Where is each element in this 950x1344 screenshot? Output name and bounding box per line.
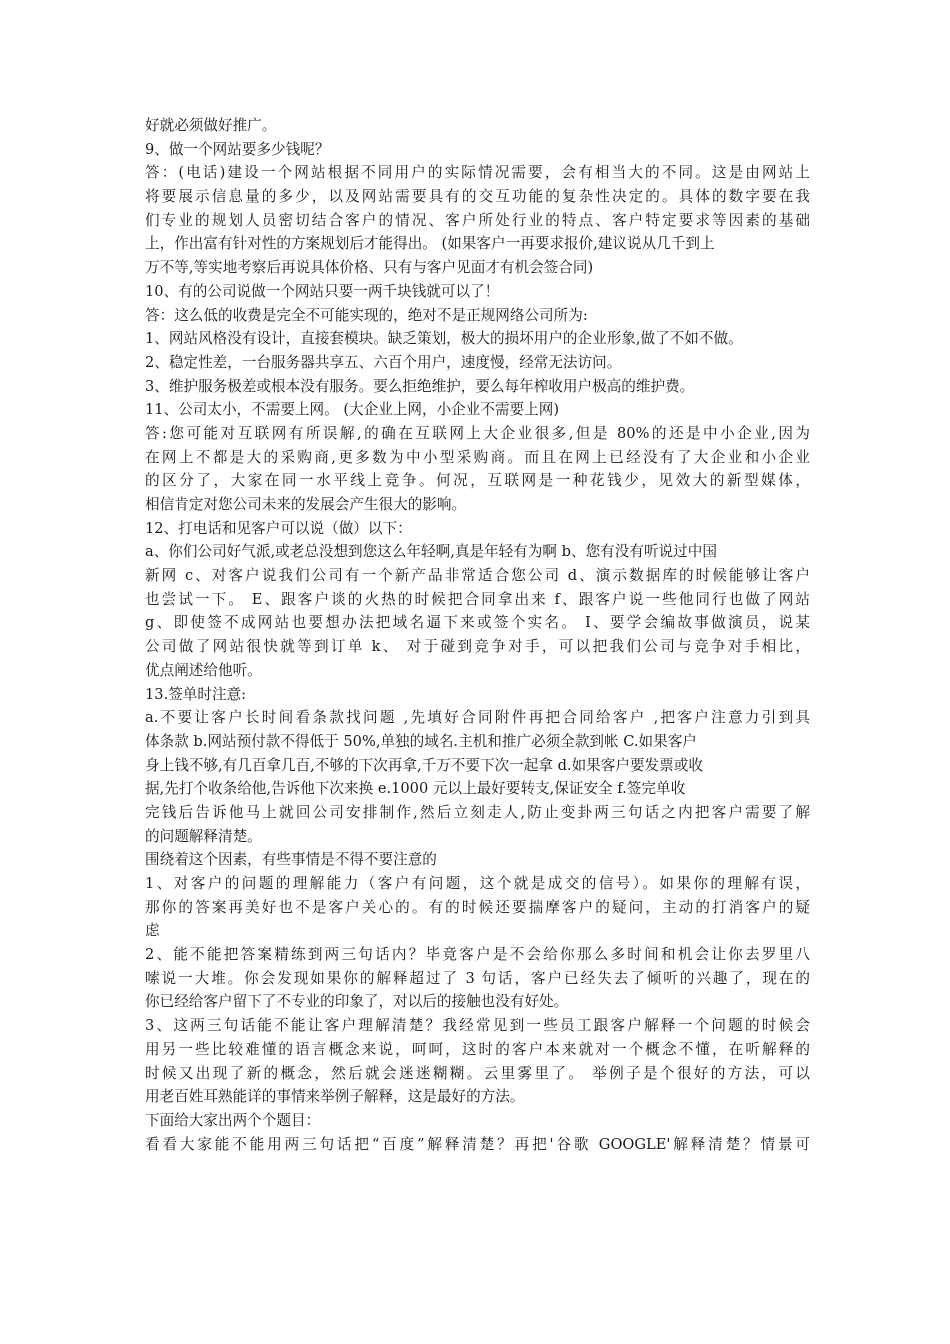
text-line: 1、对客户的问题的理解能力（客户有问题，这个就是成交的信号）。如果你的理解有误，: [145, 875, 810, 892]
text-line: 2、稳定性差，一台服务器共享五、六百个用户，速度慢，经常无法访问。: [145, 353, 622, 371]
text-line: 的问题解释清楚。: [145, 827, 262, 845]
text-line: 的区分了，大家在同一水平线上竞争。何况，互联网是一种花钱少，见效大的新型媒体，: [145, 472, 810, 490]
text-line: 用另一些比较难懂的语言概念来说，呵呵，这时的客户本来就对一个概念不懂，在听解释的: [145, 1040, 810, 1058]
text-line: 身上钱不够,有几百拿几百,不够的下次再拿,千万不要下次一起拿 d.如果客户要发票或收: [145, 756, 703, 774]
text-line: 优点阐述给他听。: [145, 661, 262, 679]
text-line: 那你的答案再美好也不是客户关心的。有的时候还要揣摩客户的疑问，主动的打消客户的疑: [145, 898, 810, 916]
text-line: 据,先打个收条给他,告诉他下次来换 e.1000 元以上最好要转支,保证安全 f.签完单收: [145, 780, 686, 798]
text-line: 体条款 b.网站预付款不得低于 50%,单独的域名.主机和推广必须全款到帐 C.如果客户: [145, 732, 697, 750]
text-line: 10、有的公司说做一个网站只要一两千块钱就可以了！: [145, 282, 500, 300]
text-line: 答：(电话)建设一个网站根据不同用户的实际情况需要，会有相当大的不同。这是由网站上: [145, 164, 810, 182]
text-line: 下面给大家出两个个题目：: [145, 1111, 321, 1129]
text-line: 将要展示信息量的多少，以及网站需要具有的交互功能的复杂性决定的。具体的数字要在我: [145, 188, 810, 206]
text-line: 时候又出现了新的概念，然后就会迷迷糊糊。云里雾里了。 举例子是个很好的方法，可以: [145, 1064, 810, 1082]
text-line: 答:您可能对互联网有所误解,的确在互联网上大企业很多,但是 80%的还是中小企业,因为: [145, 424, 810, 442]
text-line: 嗦说一大堆。你会发现如果你的解释超过了 3 句话，客户已经失去了倾听的兴趣了，现在的: [145, 969, 810, 987]
document-body: [145, 114, 810, 1156]
text-line: 12、打电话和见客户可以说（做）以下：: [145, 519, 412, 537]
text-line: 公司做了网站很快就等到订单 k、 对于碰到竞争对手，可以把我们公司与竞争对手相比，: [145, 638, 810, 656]
text-line: 你已经给客户留下了不专业的印象了，对以后的接触也没有好处。: [145, 993, 569, 1011]
text-line: 围绕着这个因素，有些事情是不得不要注意的: [145, 851, 437, 869]
text-line: 1、网站风格没有设计，直接套模块。缺乏策划，极大的损坏用户的企业形象,做了不如不做。: [145, 330, 743, 348]
text-line: 好就必须做好推广。: [145, 117, 277, 134]
text-line: 9、做一个网站要多少钱呢？: [145, 140, 330, 158]
text-line: 上，作出富有针对性的方案规划后才能得出。 (如果客户一再要求报价,建议说从几千到上: [145, 235, 715, 253]
text-line: a、你们公司好气派,或老总没想到您这么年轻啊,真是年轻有为啊 b、您有没有听说过中国: [145, 543, 717, 561]
text-line: 万不等,等实地考察后再说具体价格、只有与客户见面才有机会签合同): [145, 259, 594, 277]
text-line: 在网上不都是大的采购商,更多数为中小型采购商。而且在网上已经没有了大企业和小企业: [145, 448, 810, 466]
text-line: 也尝试一下。 E、跟客户谈的火热的时候把合同拿出来 f、跟客户说一些他同行也做了网站: [145, 590, 810, 608]
text-line: 3、这两三句话能不能让客户理解清楚？我经常见到一些员工跟客户解释一个问题的时候会: [145, 1017, 810, 1035]
text-line: 用老百姓耳熟能详的事情来举例子解释，这是最好的方法。: [145, 1088, 525, 1106]
text-line: 新网 c、对客户说我们公司有一个新产品非常适合您公司 d、演示数据库的时候能够让客户: [145, 567, 810, 585]
text-line: 完钱后告诉他马上就回公司安排制作,然后立刻走人,防止变卦两三句话之内把客户需要了解: [145, 803, 810, 821]
text-line: 们专业的规划人员密切结合客户的情况、客户所处行业的特点、客户特定要求等因素的基础: [145, 211, 810, 229]
text-line: 3、维护服务极差或根本没有服务。要么拒绝维护，要么每年榨收用户极高的维护费。: [145, 377, 695, 395]
text-line: 答：这么低的收费是完全不可能实现的，绝对不是正规网络公司所为:: [145, 306, 588, 324]
text-line: a.不要让客户长时间看条款找问题 ,先填好合同附件再把合同给客户 ,把客户注意力引到具: [145, 709, 810, 727]
text-line: 虑: [145, 922, 160, 940]
text-line: 13.签单时注意:: [145, 685, 247, 703]
text-line: g、即使签不成网站也要想办法把域名逼下来或签个实名。 I、要学会编故事做演员，说某: [145, 614, 810, 632]
text-line: 相信肯定对您公司未来的发展会产生很大的影响。: [145, 496, 467, 513]
text-line: 看看大家能不能用两三句话把“百度”解释清楚？再把'谷歌 GOOGLE'解释清楚？情景可: [145, 1135, 810, 1153]
text-line: 2、能不能把答案精练到两三句话内？毕竟客户是不会给你那么多时间和机会让你去罗里八: [145, 946, 810, 964]
text-line: 11、公司太小，不需要上网。 (大企业上网，小企业不需要上网): [145, 401, 560, 419]
